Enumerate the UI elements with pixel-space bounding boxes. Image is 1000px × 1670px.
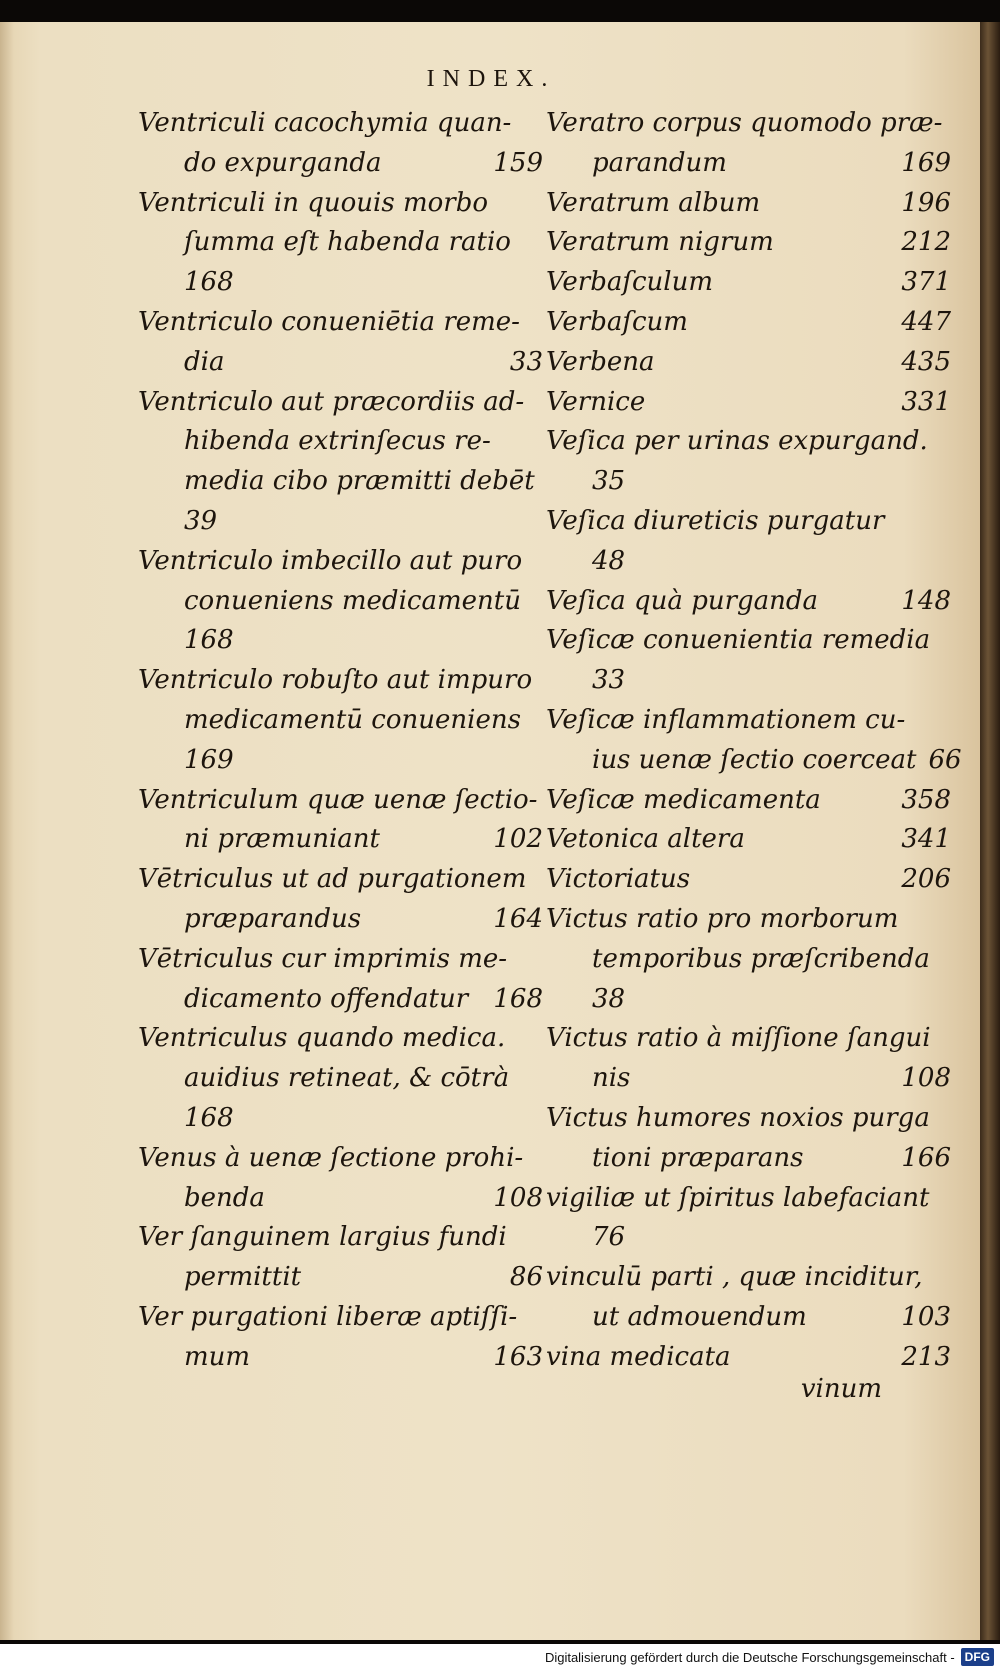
entry-text: Ventriculo aut præcordiis ad- bbox=[138, 386, 525, 417]
entry-line bbox=[138, 462, 543, 502]
page-header: INDEX. bbox=[426, 66, 556, 92]
page-number: 66 bbox=[928, 744, 962, 775]
entry-text: Vētriculus cur imprimis me- bbox=[138, 943, 508, 974]
entry-line bbox=[546, 343, 951, 383]
index-entry bbox=[546, 860, 951, 900]
entry-line bbox=[138, 701, 543, 741]
entry-line bbox=[138, 383, 543, 423]
entry-text: Veſica diureticis purgatur bbox=[546, 505, 885, 536]
entry-line bbox=[546, 661, 951, 701]
index-entry bbox=[546, 1179, 951, 1259]
index-entry bbox=[546, 621, 951, 701]
entry-line bbox=[138, 820, 543, 860]
entry-text: conueniens medicamentū bbox=[184, 585, 521, 616]
entry-text: Ventriculo robuſto aut impuro bbox=[138, 665, 533, 696]
page-number: 371 bbox=[901, 267, 951, 298]
page-number: 164 bbox=[493, 903, 543, 934]
entry-text: Veſicæ medicamenta bbox=[546, 784, 821, 815]
entry-line bbox=[138, 1059, 543, 1099]
entry-line bbox=[546, 462, 951, 502]
entry-line bbox=[546, 1139, 951, 1179]
entry-text: 48 bbox=[592, 545, 626, 576]
page-number: 331 bbox=[901, 386, 951, 417]
entry-line bbox=[138, 104, 543, 144]
entry-line bbox=[546, 184, 951, 224]
entry-line bbox=[546, 1298, 951, 1338]
entry-line bbox=[138, 582, 543, 622]
entry-text: vina medicata bbox=[546, 1341, 731, 1372]
entry-line bbox=[546, 1099, 951, 1139]
entry-text: Veſicæ conuenientia remedia bbox=[546, 625, 931, 656]
entry-line bbox=[138, 980, 543, 1020]
index-entry bbox=[138, 781, 543, 861]
entry-text: 168 bbox=[184, 625, 234, 656]
entry-line bbox=[138, 1258, 543, 1298]
page-number: 148 bbox=[901, 585, 951, 616]
index-entry bbox=[138, 1298, 543, 1378]
index-entry bbox=[546, 900, 951, 1019]
index-entry bbox=[546, 781, 951, 821]
page-number: 206 bbox=[901, 864, 951, 895]
page-number: 159 bbox=[493, 147, 543, 178]
entry-line bbox=[546, 1179, 951, 1219]
entry-text: 33 bbox=[592, 665, 626, 696]
index-entry bbox=[546, 1099, 951, 1179]
page-number: 168 bbox=[493, 983, 543, 1014]
index-entry bbox=[546, 383, 951, 423]
entry-text: ius uenæ ſectio coerceat bbox=[592, 744, 917, 775]
entry-line bbox=[546, 741, 962, 781]
entry-text: Ventriculum quæ uenæ ſectio- bbox=[138, 784, 538, 815]
entry-text: Vētriculus ut ad purgationem bbox=[138, 864, 527, 895]
entry-line bbox=[138, 184, 543, 224]
index-entry bbox=[546, 582, 951, 622]
entry-text: Victus ratio à miſſione ſangui bbox=[546, 1023, 931, 1054]
entry-line bbox=[546, 701, 951, 741]
index-entry bbox=[138, 104, 543, 184]
entry-line bbox=[138, 1218, 543, 1258]
entry-line bbox=[138, 1179, 543, 1219]
entry-text: Victus humores noxios purga bbox=[546, 1102, 930, 1133]
page-number: 103 bbox=[901, 1301, 951, 1332]
index-entry bbox=[546, 104, 951, 184]
page-number: 213 bbox=[901, 1341, 951, 1372]
catchword: vinum bbox=[800, 1374, 882, 1404]
index-column-left bbox=[138, 104, 543, 1378]
entry-text: 35 bbox=[592, 466, 626, 497]
entry-line bbox=[546, 422, 951, 462]
entry-text: ut admouendum bbox=[592, 1301, 807, 1332]
page-number: 358 bbox=[901, 784, 951, 815]
page-number: 108 bbox=[901, 1063, 951, 1094]
entry-text: vigiliæ ut ſpiritus labefaciant bbox=[546, 1182, 930, 1213]
entry-text: hibenda extrinſecus re- bbox=[184, 426, 491, 457]
index-entry bbox=[546, 184, 951, 224]
entry-line bbox=[138, 343, 543, 383]
entry-text: Veratrum nigrum bbox=[546, 227, 774, 258]
page-number: 196 bbox=[901, 187, 951, 218]
entry-line bbox=[546, 303, 951, 343]
entry-line bbox=[546, 860, 951, 900]
entry-text: mum bbox=[184, 1341, 251, 1372]
entry-line bbox=[138, 661, 543, 701]
entry-text: Ventriculo imbecillo aut puro bbox=[138, 545, 523, 576]
page-number: 163 bbox=[493, 1341, 543, 1372]
index-entry bbox=[546, 303, 951, 343]
entry-text: Veſica per urinas expurgand. bbox=[546, 426, 928, 457]
index-entry bbox=[138, 1139, 543, 1219]
index-entry bbox=[546, 820, 951, 860]
entry-line bbox=[138, 900, 543, 940]
entry-line bbox=[546, 263, 951, 303]
index-entry bbox=[138, 940, 543, 1020]
entry-text: Ventriculi cacochymia quan- bbox=[138, 108, 512, 138]
entry-text: Victoriatus bbox=[546, 864, 691, 895]
entry-line bbox=[546, 940, 951, 980]
index-entry bbox=[138, 661, 543, 780]
entry-text: auidius retineat, & cōtrà bbox=[184, 1063, 510, 1094]
page-number: 435 bbox=[901, 346, 951, 377]
page-number: 108 bbox=[493, 1182, 543, 1213]
entry-text: Veſicæ inflammationem cu- bbox=[546, 704, 906, 735]
entry-text: Verbaſculum bbox=[546, 267, 713, 298]
digitization-footer bbox=[0, 1644, 1000, 1670]
entry-text: media cibo præmitti debēt bbox=[184, 466, 535, 497]
entry-text: Victus ratio pro morborum bbox=[546, 903, 899, 934]
entry-text: ni præmuniant bbox=[184, 824, 380, 855]
entry-text: Ventriculo conueniētia reme- bbox=[138, 306, 520, 337]
entry-line bbox=[138, 741, 543, 781]
entry-text: dia bbox=[184, 346, 225, 377]
index-entry bbox=[138, 303, 543, 383]
entry-line bbox=[546, 781, 951, 821]
entry-text: Veratrum album bbox=[546, 187, 761, 218]
entry-line bbox=[138, 1019, 543, 1059]
page-number: 212 bbox=[901, 227, 951, 258]
dfg-logo: DFG bbox=[961, 1648, 994, 1666]
entry-text: tioni præparans bbox=[592, 1142, 804, 1173]
entry-text: Verbaſcum bbox=[546, 306, 688, 337]
entry-text: do expurganda bbox=[184, 147, 382, 178]
entry-text: 76 bbox=[592, 1222, 626, 1253]
entry-text: Ver ſanguinem largius fundi bbox=[138, 1222, 507, 1253]
index-entry bbox=[138, 860, 543, 940]
index-entry bbox=[546, 502, 951, 582]
entry-line bbox=[546, 980, 951, 1020]
index-entry bbox=[546, 701, 962, 781]
page-number: 169 bbox=[901, 147, 951, 178]
entry-line bbox=[138, 1099, 543, 1139]
entry-text: Ver purgationi liberæ aptiſſi- bbox=[138, 1301, 518, 1332]
entry-text: benda bbox=[184, 1182, 265, 1213]
entry-text: Veratro corpus quomodo præ- bbox=[546, 108, 943, 138]
entry-line bbox=[546, 542, 951, 582]
entry-line bbox=[546, 1258, 951, 1298]
index-entry bbox=[546, 422, 951, 502]
entry-line bbox=[138, 1139, 543, 1179]
index-entry bbox=[138, 1019, 543, 1138]
entry-line bbox=[138, 860, 543, 900]
index-entry bbox=[138, 383, 543, 542]
index-entry bbox=[546, 1258, 951, 1338]
entry-line bbox=[138, 1298, 543, 1338]
book-spine bbox=[980, 22, 1000, 1640]
footer-text: Digitalisierung gefördert durch die Deutsche Forschungsgemeinschaft - bbox=[544, 1649, 955, 1665]
index-entry bbox=[546, 223, 951, 263]
entry-line bbox=[138, 263, 543, 303]
index-column-right bbox=[546, 104, 962, 1378]
index-entry bbox=[138, 184, 543, 303]
index-entry bbox=[546, 1338, 951, 1378]
entry-text: 168 bbox=[184, 267, 234, 298]
page-number: 341 bbox=[901, 824, 951, 855]
entry-text: temporibus præſcribenda bbox=[592, 943, 930, 974]
entry-line bbox=[138, 223, 543, 263]
entry-text: præparandus bbox=[184, 903, 362, 934]
page-number: 33 bbox=[509, 346, 543, 377]
index-entry bbox=[546, 263, 951, 303]
entry-line bbox=[546, 383, 951, 423]
entry-line bbox=[546, 820, 951, 860]
entry-text: vinculū parti , quæ inciditur, bbox=[546, 1262, 923, 1293]
entry-text: parandum bbox=[592, 147, 727, 178]
entry-text: Ventriculi in quouis morbo bbox=[138, 187, 488, 218]
entry-line bbox=[546, 1218, 951, 1258]
entry-line bbox=[138, 303, 543, 343]
index-entry bbox=[138, 542, 543, 661]
entry-text: nis bbox=[592, 1063, 631, 1094]
entry-line bbox=[546, 1338, 951, 1378]
entry-text: 168 bbox=[184, 1102, 234, 1133]
entry-line bbox=[546, 1059, 951, 1099]
entry-line bbox=[138, 940, 543, 980]
entry-line bbox=[546, 104, 951, 144]
entry-line bbox=[138, 502, 543, 542]
entry-line bbox=[546, 223, 951, 263]
page-number: 166 bbox=[901, 1142, 951, 1173]
entry-text: 39 bbox=[184, 505, 218, 536]
entry-text: Ventriculus quando medica. bbox=[138, 1023, 506, 1054]
entry-text: Veſica quà purganda bbox=[546, 585, 819, 616]
entry-line bbox=[546, 900, 951, 940]
entry-text: medicamentū conueniens bbox=[184, 704, 521, 735]
entry-text: Venus à uenæ ſectione prohi- bbox=[138, 1142, 524, 1173]
entry-line bbox=[546, 621, 951, 661]
entry-text: 169 bbox=[184, 744, 234, 775]
entry-line bbox=[138, 781, 543, 821]
index-entry bbox=[546, 343, 951, 383]
page-number: 102 bbox=[493, 824, 543, 855]
entry-line bbox=[138, 542, 543, 582]
entry-line bbox=[138, 1338, 543, 1378]
entry-text: Verbena bbox=[546, 346, 655, 377]
index-entry bbox=[546, 1019, 951, 1099]
entry-text: Vernice bbox=[546, 386, 646, 417]
entry-text: 38 bbox=[592, 983, 626, 1014]
entry-line bbox=[138, 144, 543, 184]
page-number: 447 bbox=[901, 306, 951, 337]
entry-text: Vetonica altera bbox=[546, 824, 745, 855]
entry-text: dicamento offendatur bbox=[184, 983, 469, 1014]
entry-line bbox=[546, 144, 951, 184]
entry-line bbox=[546, 582, 951, 622]
entry-line bbox=[138, 621, 543, 661]
page-number: 86 bbox=[509, 1262, 543, 1293]
entry-line bbox=[138, 422, 543, 462]
entry-line bbox=[546, 1019, 951, 1059]
entry-text: permittit bbox=[184, 1262, 302, 1293]
index-entry bbox=[138, 1218, 543, 1298]
entry-line bbox=[546, 502, 951, 542]
entry-text: ſumma eſt habenda ratio bbox=[184, 227, 511, 258]
